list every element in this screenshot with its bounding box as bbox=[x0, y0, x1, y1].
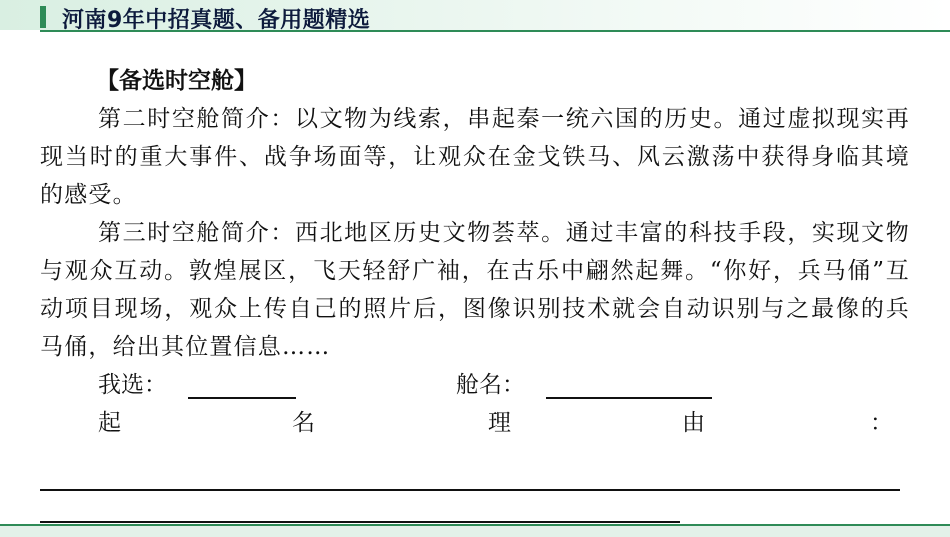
reason-char: ： bbox=[870, 410, 893, 436]
reason-char: 理 bbox=[488, 410, 511, 436]
reason-char: 起 bbox=[98, 410, 121, 436]
paragraph-text: 第三时空舱简介：西北地区历史文物荟萃。通过丰富的科技手段，实现文物与观众互动。敦煌展区，飞天轻舒广袖，在古乐中翩然起舞。“你好，兵马俑”互动项目现场，观众上传自己的照片后，图像识别技术就会自动识别与之最像的兵马俑，给出其位置信息…… bbox=[40, 220, 910, 360]
paragraph-text: 第二时空舱简介：以文物为线索，串起秦一统六国的历史。通过虚拟现实再现当时的重大事件、战争场面等，让观众在金戈铁马、风云激荡中获得身临其境的感受。 bbox=[40, 106, 910, 208]
reason-row bbox=[40, 404, 910, 442]
answer-choice-row bbox=[40, 366, 910, 404]
reason-char: 名 bbox=[292, 410, 315, 436]
reason-char: 由 bbox=[682, 410, 705, 436]
name-blank[interactable] bbox=[546, 397, 712, 399]
question-content bbox=[40, 62, 910, 442]
name-label: 舱名： bbox=[456, 372, 525, 398]
capsule-3-description bbox=[40, 214, 910, 366]
page-title: 河南9年中招真题、备用题精选 bbox=[62, 8, 371, 33]
header-bar bbox=[0, 0, 950, 34]
choice-blank[interactable] bbox=[188, 397, 296, 399]
footer-band bbox=[0, 524, 950, 537]
answer-line[interactable] bbox=[40, 521, 680, 523]
section-heading: 【备选时空舱】 bbox=[96, 68, 257, 94]
header-accent bbox=[40, 6, 46, 28]
capsule-2-description bbox=[40, 100, 910, 214]
choice-label: 我选： bbox=[98, 372, 167, 398]
answer-line[interactable] bbox=[40, 489, 900, 491]
